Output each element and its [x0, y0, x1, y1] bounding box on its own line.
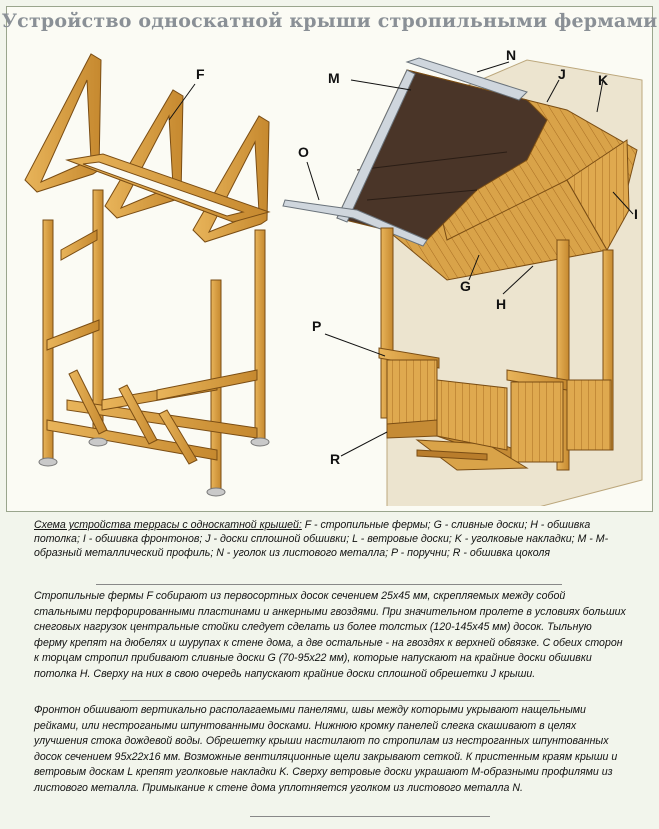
- label-N: N: [506, 47, 517, 63]
- label-P: P: [312, 318, 322, 334]
- caption-heading: Схема устройства террасы с односкатной крышей:: [34, 519, 302, 531]
- label-F: F: [196, 66, 205, 82]
- label-K: K: [598, 72, 609, 88]
- divider: [250, 816, 490, 817]
- label-J: J: [558, 66, 566, 82]
- figure-caption: [34, 518, 632, 560]
- divider: [120, 700, 560, 701]
- divider: [96, 584, 562, 585]
- railing-panel-right: [511, 382, 563, 462]
- label-M: M: [328, 70, 340, 86]
- post-4: [255, 230, 265, 440]
- terrace-illustration: [7, 40, 647, 506]
- page-title: Устройство односкатной крыши стропильными фермами: [1, 10, 658, 32]
- paragraph-trusses: Стропильные фермы F собирают из первосортных досок сечением 25х45 мм, скрепляемых между собой стальными перфорированными пластинами и анкерными гвоздями. При значительном пролете в условиях больших снеговых нагрузок центральные стойки следует сделать из более толстых (120-145х45 мм) досок. Тыльную ферму крепят на дюбелях и шурупах к стене дома, а две остальные - на гвоздях к верхней обвязке. С обеих сторон к торцам стропил прибивают сливные доски G (70-95х22 мм), которые напускают на крайние доски обшивки потолка H. Сверху на них в свою очередь напускают крайние доски сплошной обрешетки J крыши.: [34, 590, 626, 680]
- frame-assembly: [25, 54, 269, 496]
- caption-body: F - стропильные фермы; G - сливные доски; H - обшивка потолка; I - обшивка фронтонов; J - доски сплошной обшивки; L - ветровые доски; K - уголковые накладки; M - М-образный металлический профиль; N - уголок из листового металла; P - поручни; R - обшивка цоколя: [34, 519, 609, 559]
- railing-panel-left: [387, 360, 437, 424]
- paragraph-gable: Фронтон обшивают вертикально располагаемыми панелями, швы между которыми укрывают нащельными рейками, или нестрогаными шпунтованными досками. Нижнюю кромку панелей слегка скашивают в целях улучшения стока дождевой воды. Обрешетку крыши настилают по стропилам из нестроганных шпунтованных досок сечением 95х22х16 мм. Возможные вентиляционные щели закрывают сеткой. К пристенным краям крыши и ветровым доскам L крепят уголковые накладки K. Сверху ветровые доски украшают М-образными профилями из листового металла. Примыкание к стене дома уплотняется уголком из листового металла N.: [34, 704, 618, 794]
- label-H: H: [496, 296, 507, 312]
- label-R: R: [330, 451, 341, 467]
- label-O: O: [298, 144, 309, 160]
- label-I: I: [634, 206, 638, 222]
- label-G: G: [460, 278, 471, 294]
